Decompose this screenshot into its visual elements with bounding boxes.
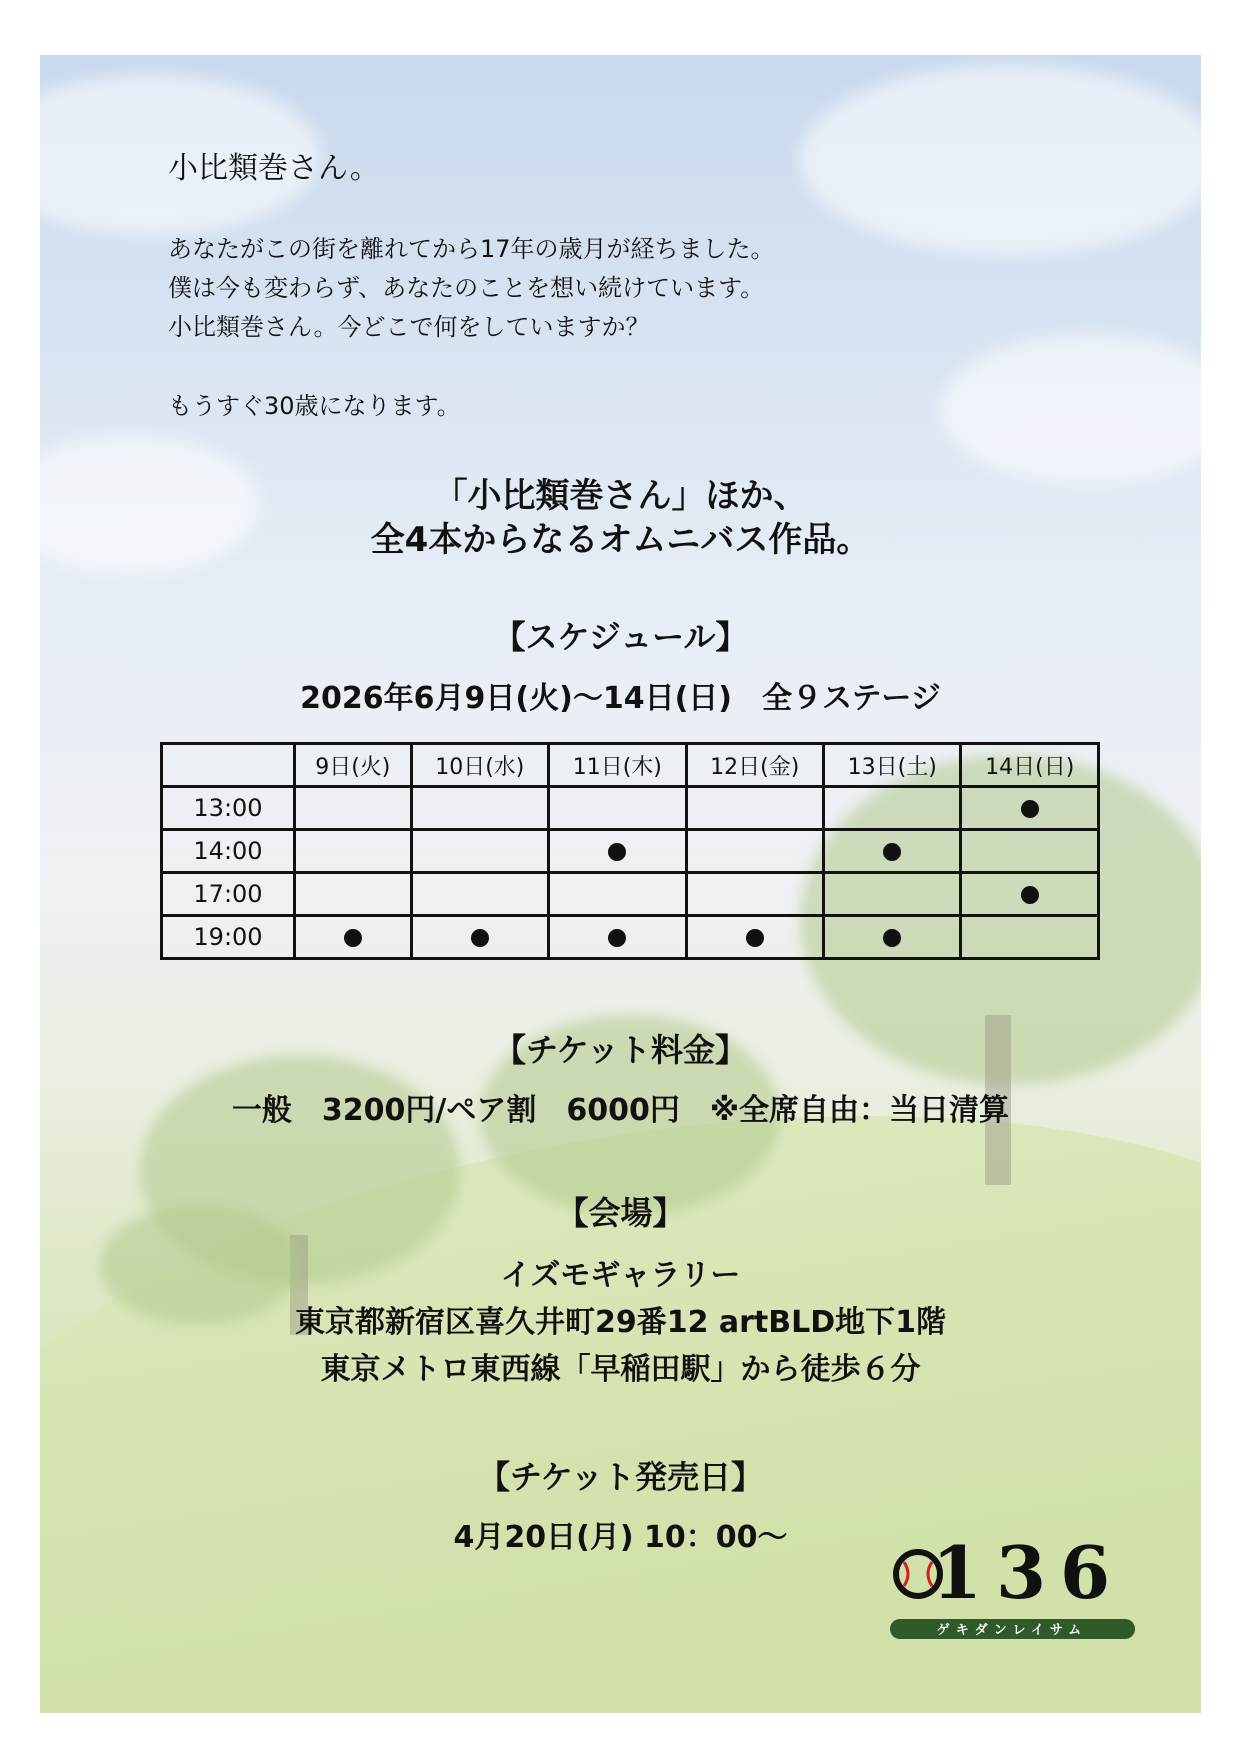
schedule-table [160,742,1100,960]
day-header: 13日(土) [824,744,961,787]
schedule-cell [549,830,686,873]
performance-dot [1021,886,1039,904]
troupe-logo [890,1532,1135,1642]
schedule-cell [686,787,823,830]
venue-access: 東京メトロ東西線「早稲田駅」から徒歩６分 [320,1352,921,1387]
table-row [162,830,1099,873]
schedule-title: 【スケジュール】 [493,618,748,656]
letter-line: 僕は今も変わらず、あなたのことを想い続けています。 [168,274,765,302]
schedule-cell [295,787,412,830]
schedule-body [162,787,1099,959]
performance-dot [608,929,626,947]
letter-line: 小比類巻さん。今どこで何をしていますか？ [168,313,650,341]
corner-cell [162,744,295,787]
ticket-price: 一般 3200円/ペア割 6000円 ※全席自由：当日清算 [231,1093,1010,1128]
day-header: 11日(木) [549,744,686,787]
schedule-cell [824,787,961,830]
sale-title: 【チケット発売日】 [477,1458,764,1496]
schedule-cell [686,873,823,916]
performance-dot [471,929,489,947]
schedule-cell [961,873,1099,916]
schedule-cell [411,830,548,873]
venue-address: 東京都新宿区喜久井町29番12 artBLD地下1階 [294,1305,947,1340]
table-row [162,916,1099,959]
time-cell: 13:00 [162,787,295,830]
sale-date: 4月20日(月) 10：00〜 [453,1520,788,1555]
time-cell: 19:00 [162,916,295,959]
schedule-cell [295,873,412,916]
headline [40,474,1201,562]
schedule-cell [295,830,412,873]
headline-line: 「小比類巻さん」ほか、 [433,476,808,516]
schedule-cell [824,916,961,959]
schedule-cell [686,830,823,873]
performance-dot [746,929,764,947]
cloud [800,65,1201,255]
table-header-row [162,744,1099,787]
day-header: 10日(水) [411,744,548,787]
letter-body [168,230,775,347]
cloud [940,335,1201,485]
table-row [162,787,1099,830]
letter-line: あなたがこの街を離れてから17年の歳月が経ちました。 [168,235,775,263]
schedule-cell [549,873,686,916]
day-header: 12日(金) [686,744,823,787]
letter-greeting: 小比類巻さん。 [168,151,380,186]
schedule-cell [549,787,686,830]
schedule-cell [824,830,961,873]
performance-dot [1021,800,1039,818]
headline-line: 全4本からなるオムニバス作品。 [370,520,871,560]
performance-dot [608,843,626,861]
day-header: 14日(日) [961,744,1099,787]
logo-text: 136 [931,1532,1125,1615]
performance-dot [883,843,901,861]
schedule-cell [295,916,412,959]
schedule-cell [549,916,686,959]
schedule-cell [824,873,961,916]
age-line: もうすぐ30歳になります。 [168,392,461,420]
ticket-title: 【チケット料金】 [493,1031,748,1069]
venue-name: イズモギャラリー [500,1258,741,1293]
schedule-cell [686,916,823,959]
schedule-cell [411,873,548,916]
time-cell: 17:00 [162,873,295,916]
table-row [162,873,1099,916]
schedule-range: 2026年6月9日(火)〜14日(日) 全９ステージ [300,681,941,716]
schedule-cell [961,830,1099,873]
time-cell: 14:00 [162,830,295,873]
performance-dot [883,929,901,947]
schedule-cell [411,787,548,830]
day-header: 9日(火) [295,744,412,787]
logo-subtitle: ゲキダンレイサム [936,1623,1088,1638]
schedule-cell [411,916,548,959]
schedule-cell [961,787,1099,830]
schedule-cell [961,916,1099,959]
venue-title: 【会場】 [556,1194,685,1232]
performance-dot [344,929,362,947]
